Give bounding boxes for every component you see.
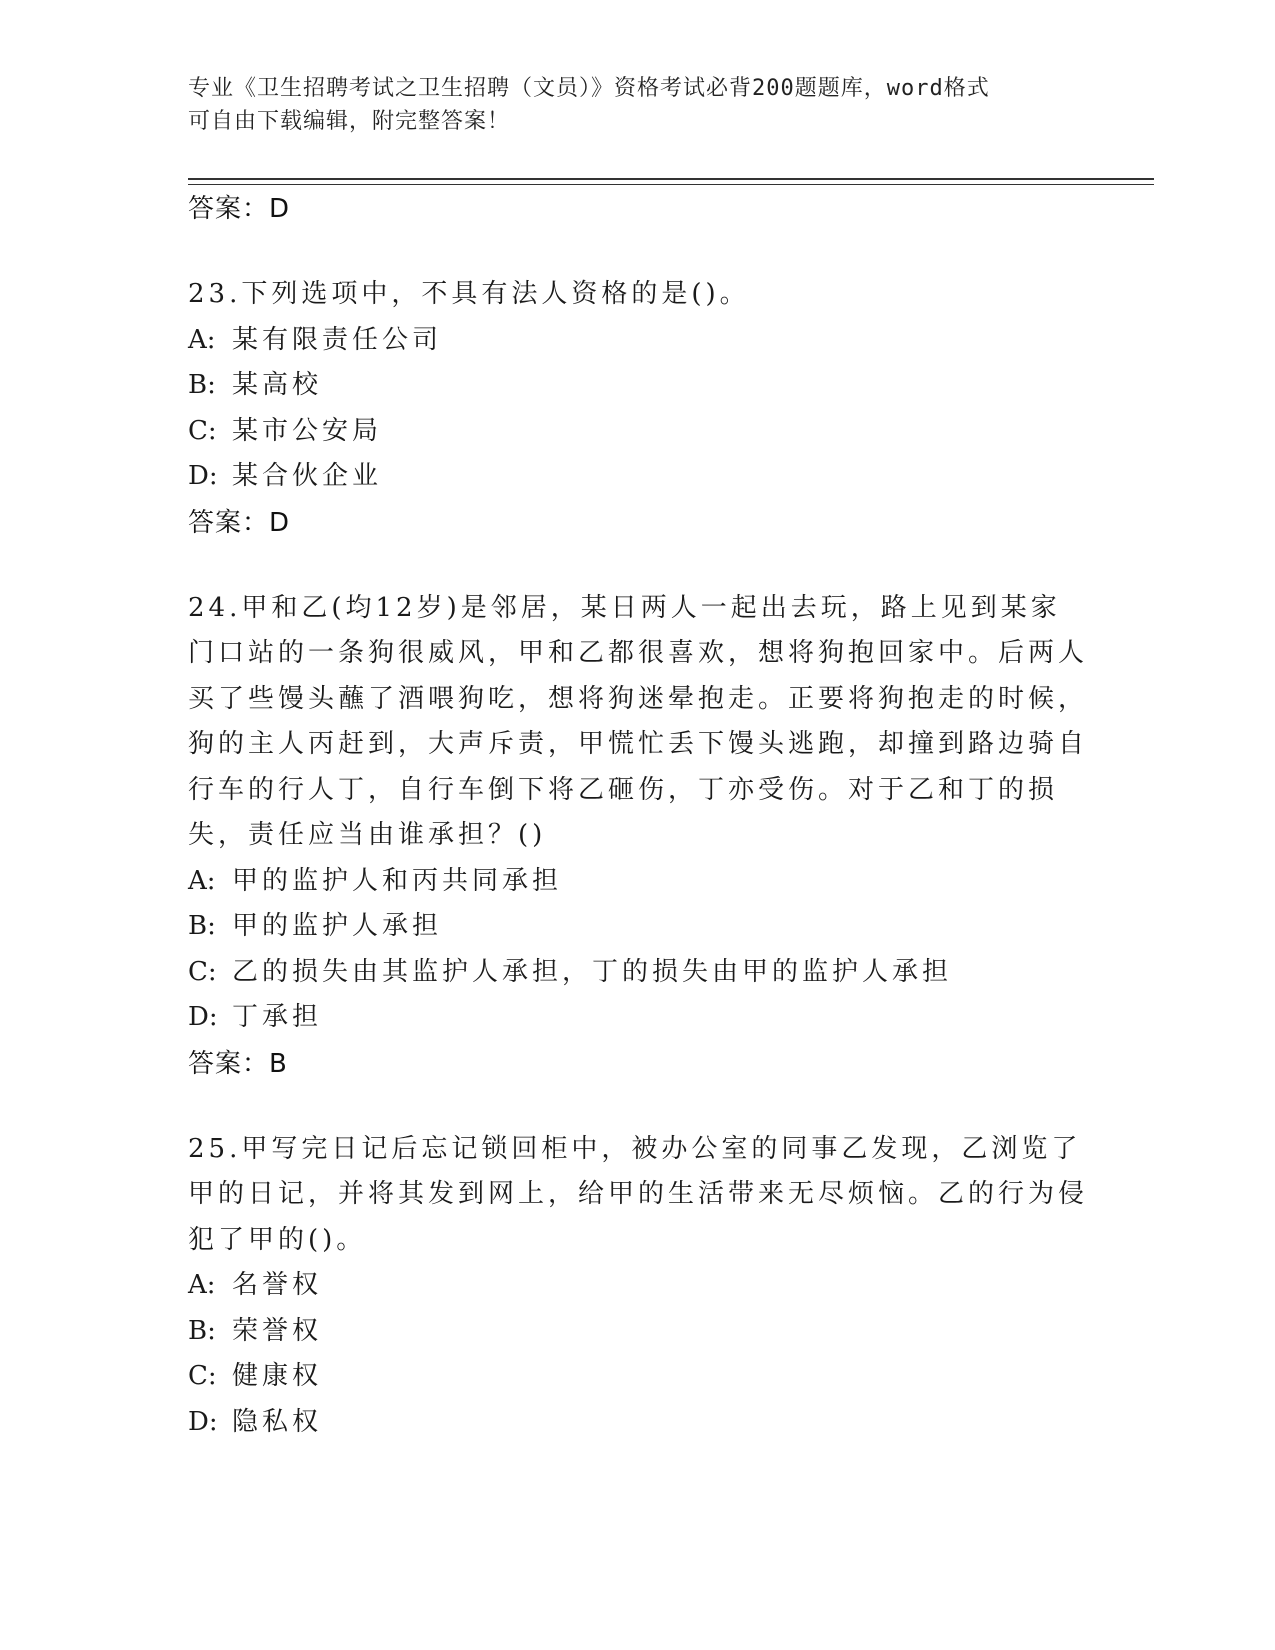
option-key: A: [188, 865, 216, 896]
previous-answer: 答案：D [188, 194, 291, 224]
option-a [188, 1263, 1088, 1309]
option-key: B: [188, 911, 216, 941]
option-text: 荣誉权 [232, 1315, 323, 1346]
header-divider-thin [188, 184, 1154, 185]
header-line-2: 可自由下载编辑，附完整答案！ [188, 109, 511, 134]
answer: 答案：B [188, 1048, 288, 1079]
option-key: D: [188, 461, 218, 491]
question-text: 25.甲写完日记后忘记锁回柜中，被办公室的同事乙发现，乙浏览了甲的日记，并将其发到网上，给甲的生活带来无尽烦恼。乙的行为侵犯了甲的()。 [188, 1133, 1089, 1255]
option-text: 甲的监护人承担 [232, 911, 443, 941]
option-a [188, 859, 1088, 905]
option-key: A: [188, 1270, 216, 1300]
option-b [188, 363, 1088, 409]
header-divider-thick [188, 178, 1154, 180]
option-text: 丁承担 [232, 1002, 323, 1032]
option-text: 某高校 [232, 370, 323, 400]
question-text: 23.下列选项中，不具有法人资格的是()。 [188, 279, 750, 309]
option-c [188, 950, 1088, 996]
option-key: B: [188, 370, 216, 400]
option-key: D: [188, 1002, 218, 1032]
option-c [188, 409, 1088, 455]
question-23 [188, 272, 1088, 546]
option-d [188, 1400, 1088, 1446]
option-key: A: [188, 324, 216, 355]
option-d [188, 995, 1088, 1041]
header-line-1: 专业《卫生招聘考试之卫生招聘（文员）》资格考试必背200题题库，word格式 [188, 76, 990, 101]
option-text: 隐私权 [232, 1406, 323, 1437]
option-key: C: [188, 1361, 217, 1391]
document-header [188, 72, 1068, 138]
option-b [188, 904, 1088, 950]
option-key: B: [188, 1315, 216, 1346]
option-text: 某市公安局 [232, 415, 383, 446]
option-text: 甲的监护人和丙共同承担 [232, 865, 563, 896]
question-text: 24.甲和乙(均12岁)是邻居，某日两人一起出去玩，路上见到某家门口站的一条狗很威风，甲和乙都很喜欢，想将狗抱回家中。后两人买了些馒头蘸了酒喂狗吃，想将狗迷晕抱走。正要将狗抱走的时候，狗的主人丙赶到，大声斥责，甲慌忙丢下馒头逃跑，却撞到路边骑自行车的行人丁，自行车倒下将乙砸伤，丁亦受伤。对于乙和丁的损失，责任应当由谁承担？() [188, 592, 1089, 850]
option-d [188, 454, 1088, 500]
option-b [188, 1309, 1088, 1355]
option-text: 某合伙企业 [232, 461, 383, 491]
question-list [188, 186, 1088, 1445]
question-24 [188, 586, 1088, 1087]
option-key: C: [188, 956, 217, 987]
option-key: D: [188, 1406, 218, 1437]
option-text: 某有限责任公司 [232, 324, 443, 355]
option-text: 名誉权 [232, 1270, 323, 1300]
option-c [188, 1354, 1088, 1400]
option-text: 健康权 [232, 1361, 323, 1391]
question-25 [188, 1127, 1088, 1446]
option-text: 乙的损失由其监护人承担，丁的损失由甲的监护人承担 [232, 956, 953, 987]
answer: 答案：D [188, 507, 291, 538]
option-key: C: [188, 415, 217, 446]
option-a [188, 318, 1088, 364]
